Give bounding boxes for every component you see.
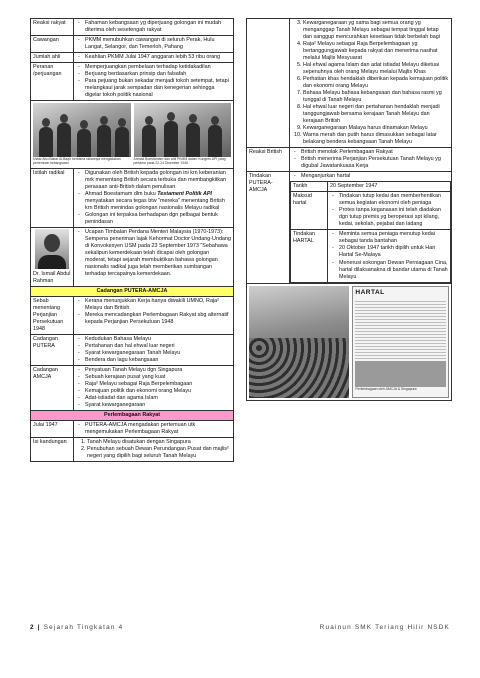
hartal-item-1: - Meminta semua peniaga menutup kedai sebagai tanda bantahan [339, 231, 448, 245]
list-item: - Fahaman kebangsaan yg diperjuang golongan ini mudah diterima oleh sesetengah rakyat [85, 20, 231, 34]
photo-caption-1: Ustaz Abu Bakar Al-Baqir bersama rakannya mengadakan pertemuan kebangsaan [33, 157, 121, 166]
isi-item-2: 2. Penubuhan sebuah Dewan Perundangan Pusat dan majlis² negeri yang dipilih bagi seluruh Tanah Melayu [87, 446, 231, 460]
newspaper-clipping [352, 286, 449, 398]
maksud-label: Maksud hartal [291, 192, 328, 230]
news-row [247, 283, 452, 400]
reaksi-item-2: - British menerima Perjanjian Persekutuan Tanah Melayu yg digubal Jawatankuasa Kerja [301, 156, 449, 170]
list-item: 9. Kewarganegaraan Malaya harus dinamakan Melayu [303, 125, 449, 132]
list-item: 4. Raja² Melayu sebagai Raja Berpelembagaan yg bertanggungjawab kepada rakyat dan menerima nasihat melalui Majlis Mesyuarat [303, 41, 449, 62]
list-item: - Kerana menunjukkan Kerja hanya diwakili UMNO, Raja² Melayu dan British [85, 298, 231, 312]
radikal-label: Istilah radikal [31, 168, 74, 227]
julai-row [31, 421, 234, 438]
list-item: - Memperjuangkan pembelaan terhadap ketidakadilan [85, 64, 231, 71]
table-row [31, 36, 234, 53]
photo-kongres-api [134, 103, 232, 157]
list-item: - Pertahanan dan hal ehwal luar negeri [85, 343, 231, 350]
rakyat-table [246, 18, 452, 401]
table-row [31, 63, 234, 101]
footer-subject: Sejarah Tingkatan 4 [43, 624, 124, 631]
list-item: - Kemajuan politik dan ekonomi orang Melayu [85, 388, 231, 395]
list-item: 8. Hal ehwal luar negeri dan pertahanan hendaklah menjadi tanggungjawab bersama kerajaan Tanah Melayu dan kerajaan British [303, 104, 449, 125]
row-label: Cadangan AMCJA [31, 365, 74, 410]
ismail-row [31, 227, 234, 286]
isi-label: Isi kandungan [31, 438, 74, 462]
radikal-item-3: - Golongan ini terpaksa berhadapan dgn pelbagai bentuk penindasan [85, 212, 231, 226]
list-item: - Berjuang berdasarkan prinsip dan falsafah [85, 71, 231, 78]
list-item: - Raja² Melayu sebagai Raja Berpelembagaan [85, 381, 231, 388]
list-item: 7. Bahasa Melayu bahasa kebangsaan dan bahasa rasmi yg tunggal di Tanah Melayu [303, 90, 449, 104]
row-label: Jumlah ahli [31, 53, 74, 63]
list-item: - PKMM menubuhkan cawangan di seluruh Perak, Hulu Langat, Selangor, dan Temerloh, Pahang [85, 37, 231, 51]
list-item: - Para pejuang bukan sekadar menjadi tokoh setempat, tetapi melangkaui jarak sempadan dan kenegerian sehingga digelar tokoh politik nasional [85, 78, 231, 99]
radikal-item-1: - Digunakan oleh British kepada golongan ini krn keberanian mrk menentang British secara terbuka dan membangkitkan perasaan anti-British dalam penulisan [85, 170, 231, 191]
photo-abu-bakar [33, 103, 131, 157]
julai-label: Julai 1947 [31, 421, 74, 438]
pkmm-table [30, 18, 234, 462]
radikal-row [31, 168, 234, 227]
rakyat-list [292, 20, 449, 146]
table-row [31, 334, 234, 365]
reaksi-row [247, 148, 452, 172]
list-item: - Adat-istiadat dan agama Islam [85, 395, 231, 402]
table-row [31, 53, 234, 63]
footer-credit: Ruainun SMK Teriang Hilir NSDK [319, 624, 450, 631]
radikal-item-2: - Ahmad Boestamam dlm buku Testament Politik API menyatakan secara tegas btw "mereka" menentang British krn British menindas golongan nasionalis Melayu radikal [85, 191, 231, 212]
table-row [31, 365, 234, 410]
tindakan-top: - Menganjurkan hartal [301, 173, 449, 180]
row-label: Reaksi rakyat [31, 19, 74, 36]
photo-figure-2 [134, 103, 232, 166]
page-footer [30, 624, 450, 632]
table-row [31, 296, 234, 334]
list-item: 10. Warna merah dan putih harus dimasukkan sebagai latar belakang bendera kebangsaan Tanah Melayu [303, 132, 449, 146]
left-column [30, 18, 234, 462]
maksud-item-1: - Tindakan tutup kedai dan memberhentikan semua kegiatan ekonomi oleh peniaga [339, 193, 448, 207]
list-item: 3. Kewarganegaraan yg sama bagi semua orang yg menganggap Tanah Melayu sebagai tempat tinggal tetap dan sanggup mencurahkan kesetiaan tidak berbelah bagi [303, 20, 449, 41]
list-item: 5. Hal ehwal agama Islam dan adat istiadat Melayu diketuai sepenuhnya oleh orang Melayu melalui Majlis Khas [303, 62, 449, 76]
ismail-quote: - Ucapan Timbalan Perdana Menteri Malaysia (1970-1973): Sempena peneriman lajak Kehormat Doctor Undang-Undang di Konvokesyen USM pada 23 September 1973 "Sebahawa sekalipun kemerdekaan telah dicapai oleh golongan moderat, tetapi sejarah membuktikan bahawa golongan nasionalis radikal juga telah memberikan sumbangan terhadap tercapainya kemerdekaan. [85, 229, 231, 278]
row-label: Sebab menentang Perjanjian Persekutuan 1948 [31, 296, 74, 334]
photo-row [31, 101, 234, 169]
list-item: - Keahlian PKMM Julai 1947 anggaran lebih 53 ribu orang [85, 54, 231, 61]
hartal-crowd-photo [249, 286, 349, 398]
list-item: - Penyatuan Tanah Melayu dgn Singapura [85, 367, 231, 374]
row-label: Cadangan PUTERA [31, 334, 74, 365]
tindakan-label: Tindakan PUTERA-AMCJA [247, 172, 290, 283]
right-column [246, 18, 452, 401]
tarikh-value: 20 September 1947 [328, 182, 451, 192]
list-item: - Kedudukan Bahasa Melayu [85, 336, 231, 343]
list-item: - Bendera dan lagu kebangsaan [85, 357, 231, 364]
list-item: - Syarat kewarganegaraan Tanah Melayu [85, 350, 231, 357]
row-label: Cawangan [31, 36, 74, 53]
photo-figure-1 [33, 103, 131, 166]
page-number: 2 | [30, 624, 41, 631]
hartal-item-2: - 20 Oktober 1947 tarikh dipilih untuk Hari Hartal Se-Malaya [339, 245, 448, 259]
cadangan-title: Cadangan PUTERA-AMCJA [31, 286, 234, 296]
isi-row [31, 438, 234, 462]
table-row [31, 19, 234, 36]
julai-item: - PUTERA-AMCJA mengadakan pertemuan utk mengemukakan Perlembagaan Rakyat [85, 422, 231, 436]
isi-item-1: 1. Tanah Melayu disatukan dengan Singapura [87, 439, 231, 446]
hartal-table [290, 181, 451, 282]
newspaper-caption: Perlembagaan oleh AMCJA & Singapura [355, 386, 417, 391]
maksud-item-2: - Protes tanpa keganasan ini telah diadakan dgn tutup premis yg beroperasi spt kilang, kedai, sekolah, pejabat dan ladang [339, 207, 448, 228]
ismail-name: Dr. Ismail Abdul Rahman [33, 270, 71, 284]
hartal-item-3: - Menerusi sokongan Dewan Perniagaan Cina, hartal dilaksanakna di bandar utama di Tanah Melayu [339, 260, 448, 281]
rakyat-title: Perlembagaan Rakyat [31, 411, 234, 421]
list-item: - Sebuah kerajaan pusat yang kuat [85, 374, 231, 381]
reaksi-label: Reaksi British [247, 148, 290, 172]
reaksi-item-1: - British menolak Perlembagaan Rakyat [301, 149, 449, 156]
tindakan-row [247, 172, 452, 283]
hartal-label: Tindakan HARTAL [291, 230, 328, 282]
portrait-ismail [35, 229, 69, 269]
list-item: 6. Perhatian khas hendaklah diberikan kepada kemajuan politik dan ekonomi orang Melayu [303, 76, 449, 90]
list-item: - Syarat kewarganegaraan [85, 402, 231, 409]
newspaper-masthead: HARTAL [355, 288, 385, 296]
row-label: Peranan /perjuangan [31, 63, 74, 101]
tarikh-label: Tarikh [291, 182, 328, 192]
list-item: - Mereka mencadangkan Perlembagaan Rakyat sbg alternatif kepada Perjanjian Persekutuan 1948 [85, 312, 231, 326]
rakyat-list-row [247, 19, 452, 148]
photo-caption-2: Ahmad Boestamam dan ahli PKMM dalam Kongres API yang pertama pada 22-24 Disember 1946 [133, 157, 226, 166]
